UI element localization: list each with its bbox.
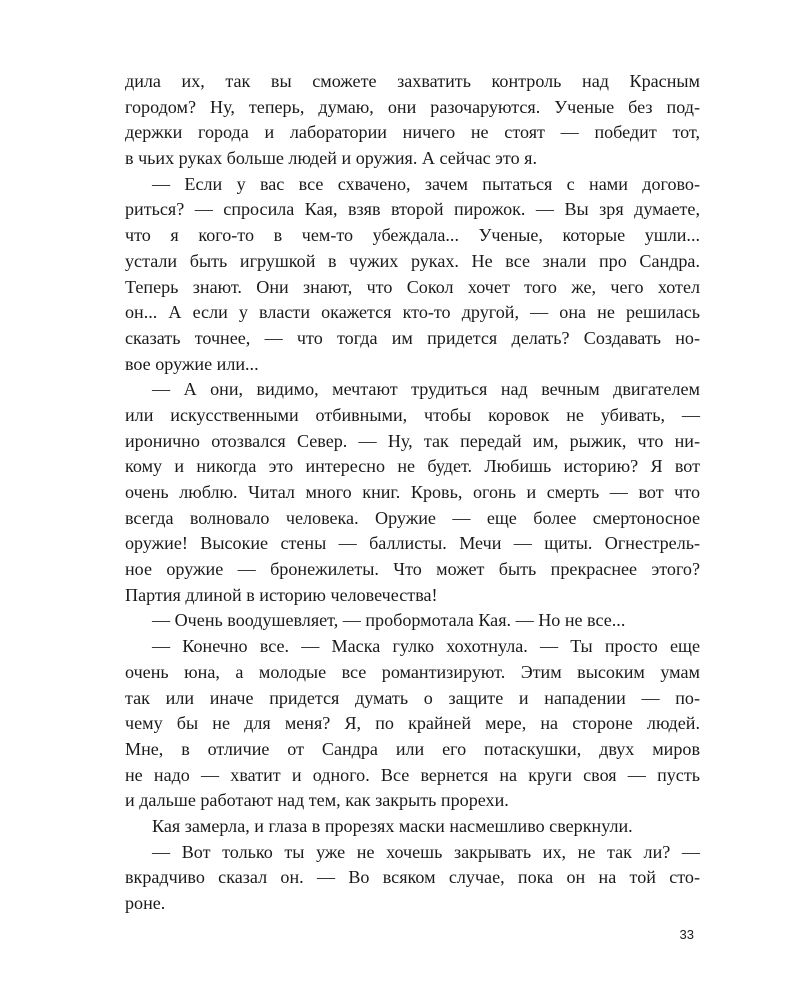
text-line: что я кого-то в чем-то убеждала... Ученые, которые ушли... <box>125 225 700 246</box>
text-line: иронично отозвался Север. — Ну, так передай им, рыжик, что ни- <box>125 430 700 451</box>
text-line: — Конечно все. — Маска гулко хохотнула. — Ты просто еще <box>152 636 700 657</box>
text-line: вкрадчиво сказал он. — Во всяком случае, пока он на той сто- <box>125 867 700 888</box>
text-line: держки города и лаборатории ничего не стоят — победит тот, <box>125 122 700 143</box>
text-line: и дальше работают над тем, как закрыть прорехи. <box>125 790 509 811</box>
text-line: Теперь знают. Они знают, что Сокол хочет того же, чего хотел <box>125 276 700 297</box>
page-number: 33 <box>679 927 694 942</box>
text-line: ное оружие — бронежилеты. Что может быть прекраснее этого? <box>125 559 700 580</box>
text-line: не надо — хватит и одного. Все вернется на круги своя — пусть <box>125 764 700 785</box>
text-line: городом? Ну, теперь, думаю, они разочаруются. Ученые без под- <box>125 96 700 117</box>
text-line: — Если у вас все схвачено, зачем пытаться с нами догово- <box>152 173 700 194</box>
text-line: устали быть игрушкой в чужих руках. Не все знали про Сандра. <box>125 250 700 271</box>
text-line: оружие! Высокие стены — баллисты. Мечи — щиты. Огнестрель- <box>125 533 700 554</box>
text-line: — Вот только ты уже не хочешь закрывать их, не так ли? — <box>152 841 700 862</box>
text-line: Мне, в отличие от Сандра или его потаскушки, двух миров <box>125 738 700 759</box>
text-line: очень юна, а молодые все романтизируют. Этим высоким умам <box>125 661 700 682</box>
text-line: всегда волновало человека. Оружие — еще более смертоносное <box>125 507 700 528</box>
text-line: — А они, видимо, мечтают трудиться над вечным двигателем <box>152 379 700 400</box>
text-line: роне. <box>125 893 166 913</box>
text-line: или искусственными отбивными, чтобы коровок не убивать, — <box>125 404 700 425</box>
text-line: Партия длиной в историю человечества! <box>125 584 438 605</box>
text-line: кому и никогда это интересно не будет. Любишь историю? Я вот <box>125 456 700 477</box>
text-line: дила их, так вы сможете захватить контроль над Красным <box>125 71 700 91</box>
text-line: сказать точнее, — что тогда им придется делать? Создавать но- <box>125 327 700 348</box>
text-line: чему бы не для меня? Я, по крайней мере, на стороне людей. <box>125 713 700 734</box>
text-line: так или иначе придется думать о защите и нападении — по- <box>125 687 700 708</box>
text-line: он... А если у власти окажется кто-то другой, — она не решилась <box>125 302 700 323</box>
text-line: риться? — спросила Кая, взяв второй пирожок. — Вы зря думаете, <box>125 199 700 220</box>
text-line: вое оружие или... <box>125 353 259 374</box>
text-line: Кая замерла, и глаза в прорезях маски насмешливо сверкнули. <box>152 815 633 836</box>
body-text <box>125 69 700 917</box>
text-line: в чьих руках больше людей и оружия. А сейчас это я. <box>125 148 538 169</box>
text-line: — Очень воодушевляет, — пробормотала Кая. — Но не все... <box>152 610 626 631</box>
text-line: очень люблю. Читал много книг. Кровь, огонь и смерть — вот что <box>125 482 700 502</box>
